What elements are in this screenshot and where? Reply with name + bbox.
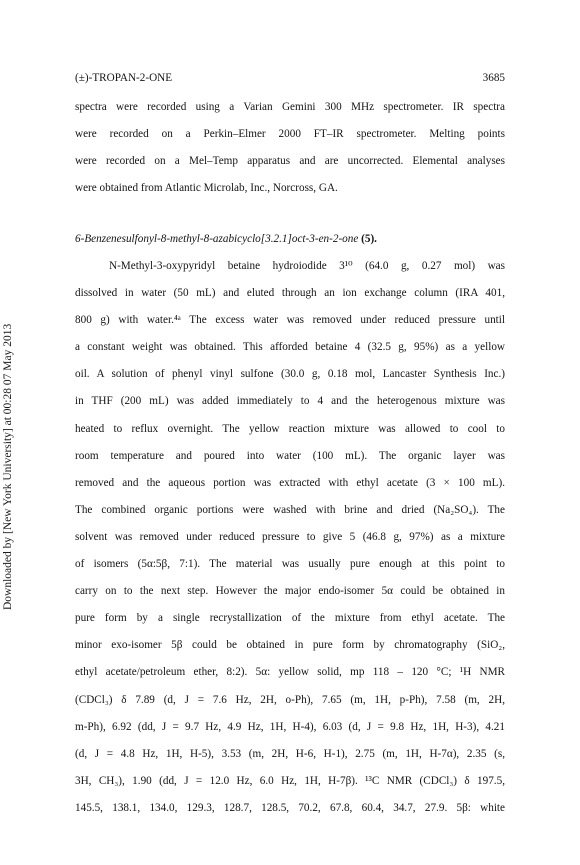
text-line: spectra were recorded using a Varian Gemini 300 MHz spectrometer. IR spectra (75, 101, 505, 113)
text-line: oil. A solution of phenyl vinyl sulfone (30.0 g, 0.18 mol, Lancaster Synthesis Inc.) (75, 368, 505, 381)
text-line: 3H, CH₃), 1.90 (dd, J = 12.0 Hz, 6.0 Hz, 1H, H-7β). ¹³C NMR (CDCl₃) δ 197.5, (75, 774, 505, 787)
text-line: removed and the aqueous portion was extracted with ethyl acetate (3 × 100 mL). (75, 476, 505, 489)
text-line: were obtained from Atlantic Microlab, Inc., Norcross, GA. (75, 182, 338, 195)
text-line: solvent was removed under reduced pressure to give 5 (46.8 g, 97%) as a mixture (75, 530, 505, 543)
text-line: dissolved in water (50 mL) and eluted through an ion exchange column (IRA 401, (75, 287, 505, 300)
text-line: (CDCl₃) δ 7.89 (d, J = 7.6 Hz, 2H, o-Ph), 7.65 (m, 1H, p-Ph), 7.58 (m, 2H, (75, 693, 505, 706)
text-line: of isomers (5α:5β, 7:1). The material was usually pure enough at this point to (75, 558, 505, 571)
text-line: The combined organic portions were washed with brine and dried (Na₂SO₄). The (75, 503, 505, 516)
text-line: N-Methyl-3-oxypyridyl betaine hydroiodide 3¹⁰ (64.0 g, 0.27 mol) was (109, 260, 505, 272)
download-watermark: Downloaded by [New York University] at 00:28 07 May 2013 (2, 323, 14, 610)
compound-name: 6-Benzenesulfonyl-8-methyl-8-azabicyclo[3.2.1]oct-3-en-2-one (75, 233, 359, 245)
compound-heading (75, 232, 505, 246)
intro-paragraph (75, 94, 505, 202)
text-line: ethyl acetate/petroleum ether, 8:2). 5α: yellow solid, mp 118 – 120 °C; ¹H NMR (75, 666, 505, 679)
text-line: (d, J = 4.8 Hz, 1H, H-5), 3.53 (m, 2H, H-6, H-1), 2.75 (m, 1H, H-7α), 2.35 (s, (75, 747, 505, 760)
text-line: m-Ph), 6.92 (dd, J = 9.7 Hz, 4.9 Hz, 1H, H-4), 6.03 (d, J = 9.8 Hz, 1H, H-3), 4.21 (75, 720, 505, 733)
text-line: in THF (200 mL) was added immediately to 4 and the heterogenous mixture was (75, 395, 505, 408)
text-line: were recorded on a Perkin–Elmer 2000 FT–IR spectrometer. Melting points (75, 128, 505, 141)
text-line: heated to reflux overnight. The yellow reaction mixture was allowed to cool to (75, 422, 505, 435)
compound-number: (5). (361, 233, 377, 245)
text-line: minor exo-isomer 5β could be obtained in pure form by chromatography (SiO₂, (75, 639, 505, 652)
page-number: 3685 (482, 72, 505, 84)
text-line: carry on to the next step. However the major endo-isomer 5α could be obtained in (75, 585, 505, 598)
procedure-paragraph (75, 253, 505, 822)
running-title: (±)-TROPAN-2-ONE (75, 72, 173, 84)
text-line: 800 g) with water.⁴ᵃ The excess water was removed under reduced pressure until (75, 314, 505, 327)
text-line: were recorded on a Mel–Temp apparatus and are uncorrected. Elemental analyses (75, 155, 505, 168)
text-line: room temperature and poured into water (100 mL). The organic layer was (75, 449, 505, 462)
text-line: a constant weight was obtained. This afforded betaine 4 (32.5 g, 95%) as a yellow (75, 341, 505, 354)
text-line: 145.5, 138.1, 134.0, 129.3, 128.7, 128.5, 70.2, 67.8, 60.4, 34.7, 27.9. 5β: white (75, 801, 505, 814)
text-line: pure form by a single recrystallization of the mixture from ethyl acetate. The (75, 612, 505, 625)
